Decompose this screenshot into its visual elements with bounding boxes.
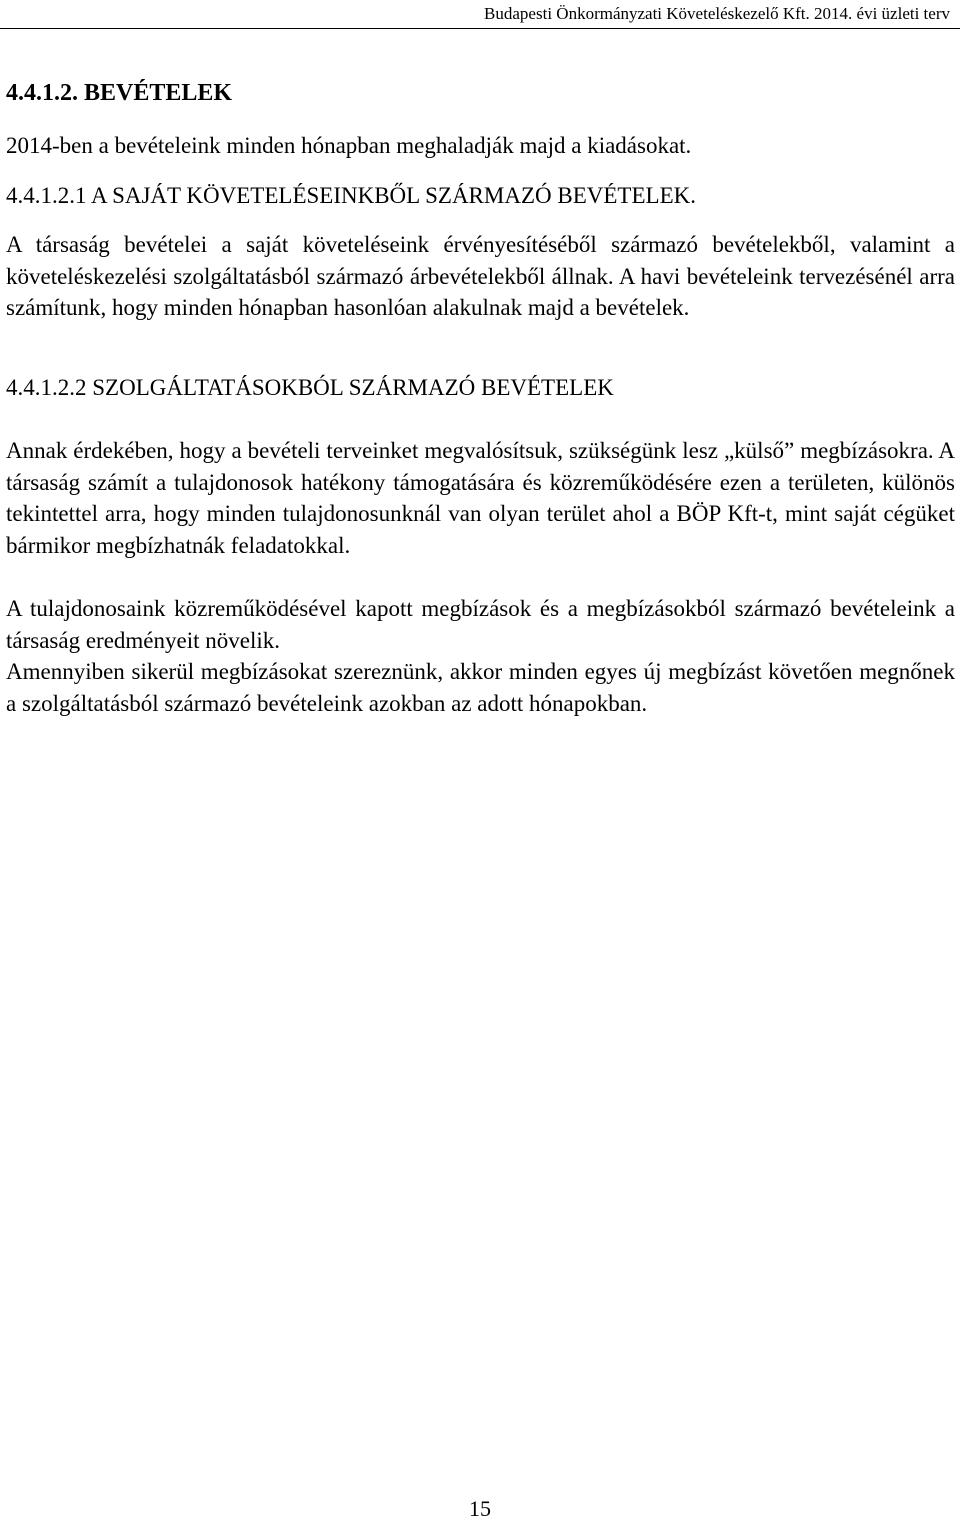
section-title: 4.4.1.2. BEVÉTELEK: [6, 80, 233, 106]
subsection-2-paragraph-2: A tulajdonosaink közreműködésével kapott megbízások és a megbízásokból származó bevételeink a társaság eredményeit növelik.: [6, 596, 955, 653]
subsection-2-paragraph-1: Annak érdekében, hogy a bevételi terveinket megvalósítsuk, szükségünk lesz „külső” megbízásokra. A társaság számít a tulajdonosok hatékony támogatására és közreműködésére ezen a területen, különös tekintettel arra, hogy minden tulajdonosunknál van olyan terület ahol a BÖP Kft-t, mint saját cégüket bármikor megbízhatnák feladatokkal.: [6, 438, 955, 558]
page-number: 15: [469, 1496, 491, 1521]
running-header: Budapesti Önkormányzati Követeléskezelő Kft. 2014. évi üzleti terv: [484, 4, 950, 23]
subsection-1-paragraph: A társaság bevételei a saját követeléseink érvényesítéséből származó bevételekből, valamint a követeléskezelési szolgáltatásból származó árbevételekből állnak. A havi bevételeink tervezésénél arra számítunk, hogy minden hónapban hasonlóan alakulnak majd a bevételek.: [6, 232, 955, 320]
header-rule: [0, 28, 960, 29]
page-body: [6, 76, 955, 719]
subsection-2-paragraph-3: Amennyiben sikerül megbízásokat szereznünk, akkor minden egyes új megbízást követően megnőnek a szolgáltatásból származó bevételeink azokban az adott hónapokban.: [6, 659, 955, 716]
subsection-heading-1: 4.4.1.2.1 A SAJÁT KÖVETELÉSEINKBŐL SZÁRMAZÓ BEVÉTELEK.: [6, 182, 696, 208]
section-intro: 2014-ben a bevételeink minden hónapban meghaladják majd a kiadásokat.: [6, 133, 692, 158]
subsection-heading-2: 4.4.1.2.2 SZOLGÁLTATÁSOKBÓL SZÁRMAZÓ BEVÉTELEK: [6, 374, 614, 400]
